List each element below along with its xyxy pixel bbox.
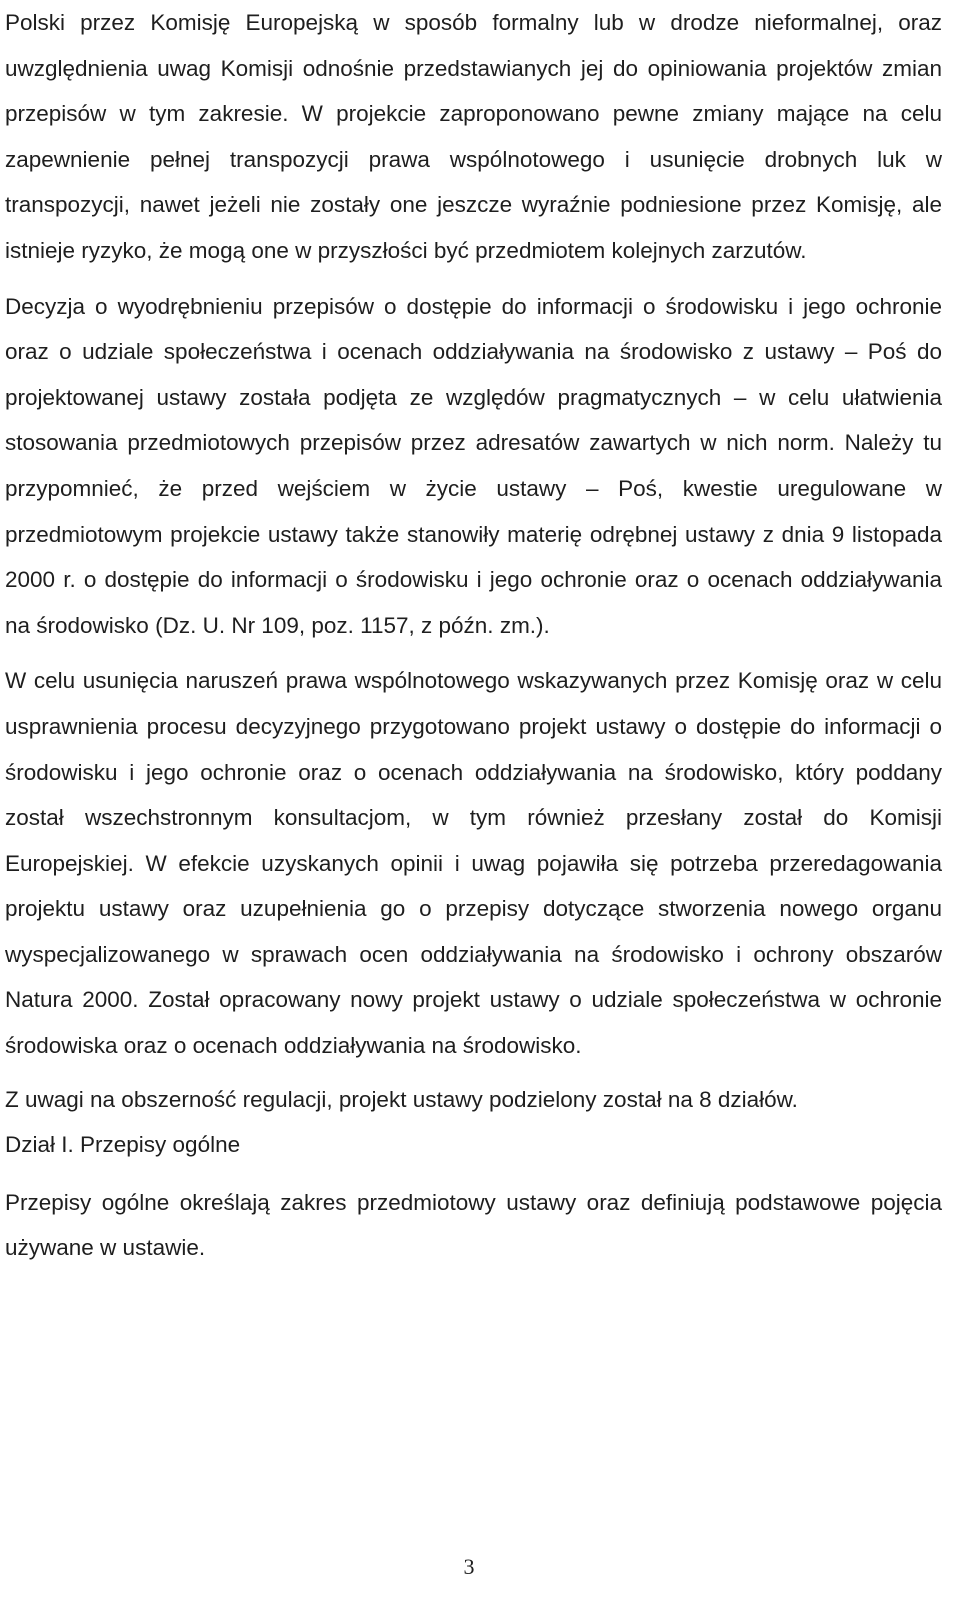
paragraph-divisions: Z uwagi na obszerność regulacji, projekt ustawy podzielony został na 8 działów. (5, 1086, 798, 1112)
page-number: 3 (463, 1554, 475, 1579)
paragraph-decision: Decyzja o wyodrębnieniu przepisów o dostępie do informacji o środowisku i jego ochronie oraz o udziale społeczeństwa i ocenach oddziaływania na środowisko z ustawy – Poś do projektowanej ustawy została podjęta ze względów pragmatycznych – w celu ułatwienia stosowania przedmiotowych przepisów przez adresatów zawartych w nich norm. Należy tu przypomnieć, że przed wejściem w życie ustawy – Poś, kwestie uregulowane w przedmiotowym projekcie ustawy także stanowiły materię odrębnej ustawy z dnia 9 listopada 2000 r. o dostępie do informacji o środowisku i jego ochronie oraz o ocenach oddziaływania na środowisko (Dz. U. Nr 109, poz. 1157, z późn. zm.). (5, 293, 942, 638)
paragraph-consultation: W celu usunięcia naruszeń prawa wspólnotowego wskazywanych przez Komisję oraz w celu usprawnienia procesu decyzyjnego przygotowano projekt ustawy o dostępie do informacji o środowisku i jego ochronie oraz o ocenach oddziaływania na środowisko, który poddany został wszechstronnym konsultacjom, w tym również przesłany został do Komisji Europejskiej. W efekcie uzyskanych opinii i uwag pojawiła się potrzeba przeredagowania projektu ustawy oraz uzupełnienia go o przepisy dotyczące stworzenia nowego organu wyspecjalizowanego w sprawach ocen oddziaływania na środowisko i ochrony obszarów Natura 2000. Został opracowany nowy projekt ustawy o udziale społeczeństwa w ochronie środowiska oraz o ocenach oddziaływania na środowisko. (5, 668, 942, 1059)
document-page (5, 0, 942, 1271)
section-paragraph: Przepisy ogólne określają zakres przedmiotowy ustawy oraz definiują podstawowe pojęcia używane w ustawie. (5, 1189, 942, 1261)
section-heading: Dział I. Przepisy ogólne (5, 1132, 241, 1158)
paragraph-intro: Polski przez Komisję Europejską w sposób formalny lub w drodze nieformalnej, oraz uwzględnienia uwag Komisji odnośnie przedstawianych jej do opiniowania projektów zmian przepisów w tym zakresie. W projekcie zaproponowano pewne zmiany mające na celu zapewnienie pełnej transpozycji prawa wspólnotowego i usunięcie drobnych luk w transpozycji, nawet jeżeli nie zostały one jeszcze wyraźnie podniesione przez Komisję, ale istnieje ryzyko, że mogą one w przyszłości być przedmiotem kolejnych zarzutów. (5, 10, 942, 263)
